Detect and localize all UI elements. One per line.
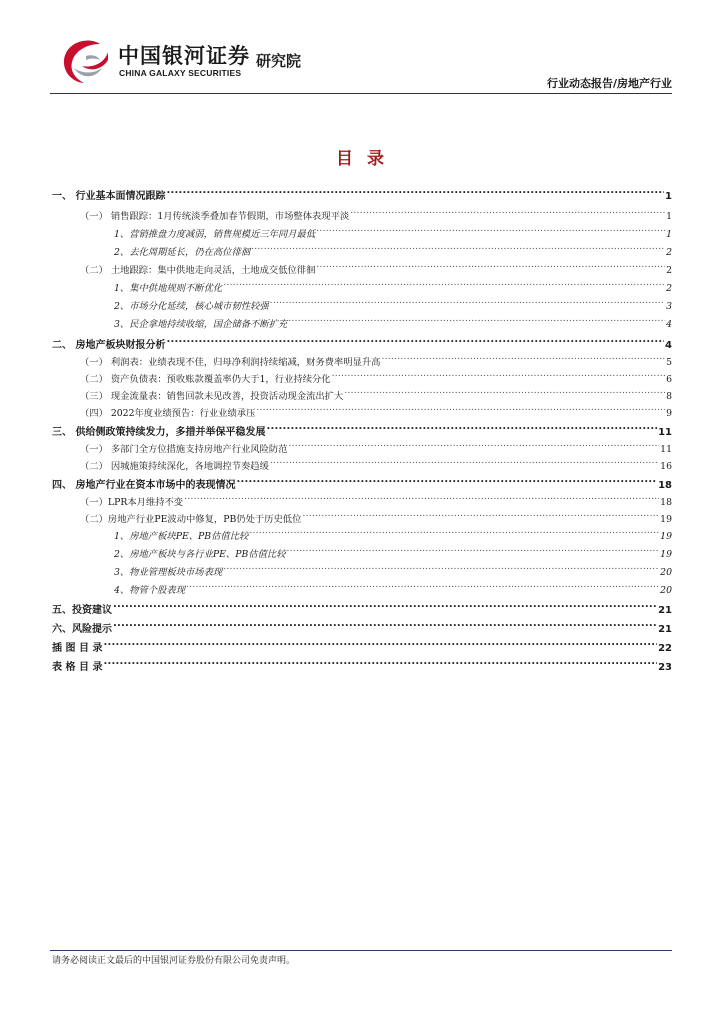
toc-entry-label: （一） 利润表：业绩表现不佳，归母净利润持续缩减，财务费率明显升高 xyxy=(80,357,381,368)
report-type-label: 行业动态报告/房地产行业 xyxy=(546,77,672,90)
toc-entry-page: 19 xyxy=(660,549,672,560)
toc-leader-dots xyxy=(166,183,664,199)
toc-entry-page: 3 xyxy=(666,301,672,312)
toc-entry-label: 插 图 目 录 xyxy=(52,643,103,654)
footer-disclaimer: 请务必阅读正文最后的中国银河证券股份有限公司免责声明。 xyxy=(52,956,296,966)
toc-leader-dots xyxy=(103,635,657,651)
toc-entry-label: （三） 现金流量表：销售回款未见改善，投资活动现金流出扩大 xyxy=(80,391,344,402)
toc-entry-label: （一）LPR本月维持不变 xyxy=(80,497,184,508)
toc-entry[interactable] xyxy=(114,221,672,240)
toc-entry-label: （二） 因城施策持续深化，各地调控节奏趋缓 xyxy=(80,461,269,472)
toc-entry-page: 2 xyxy=(666,265,672,276)
toc-entry-page: 18 xyxy=(660,497,672,508)
toc-leader-dots xyxy=(266,419,657,435)
toc-entry-page: 16 xyxy=(660,461,672,472)
toc-entry[interactable] xyxy=(80,257,672,276)
toc-entry-page: 20 xyxy=(660,585,672,596)
toc-entry-page: 18 xyxy=(658,480,672,491)
toc-leader-dots xyxy=(270,453,659,469)
toc-entry-label: （一） 销售跟踪：1月传统淡季叠加春节假期，市场整体表现平淡 xyxy=(80,211,350,222)
footer-divider xyxy=(50,950,672,951)
toc-entry[interactable] xyxy=(114,559,672,578)
toc-entry-label: 五、投资建议 xyxy=(52,605,112,616)
toc-leader-dots xyxy=(166,332,664,348)
toc-entry[interactable] xyxy=(52,616,672,635)
toc-leader-dots xyxy=(350,203,665,219)
toc-entry[interactable] xyxy=(80,453,672,472)
toc-entry-label: 2、去化周期延长，仍在高位徘徊 xyxy=(114,247,251,258)
galaxy-logo-icon xyxy=(60,38,112,84)
toc-leader-dots xyxy=(236,472,657,488)
toc-entry-page: 19 xyxy=(660,514,672,525)
toc-entry-page: 2 xyxy=(666,247,672,258)
toc-leader-dots xyxy=(332,366,665,382)
toc-entry[interactable] xyxy=(80,489,672,508)
toc-entry-page: 11 xyxy=(658,427,672,438)
toc-leader-dots xyxy=(316,221,665,237)
toc-leader-dots xyxy=(184,489,659,505)
toc-entry[interactable] xyxy=(52,597,672,616)
toc-entry-page: 19 xyxy=(660,531,672,542)
toc-entry-label: 二、 房地产板块财报分析 xyxy=(52,340,166,351)
toc-leader-dots xyxy=(316,257,665,273)
toc-entry[interactable] xyxy=(52,472,672,491)
toc-entry-label: 表 格 目 录 xyxy=(52,662,103,673)
toc-entry-page: 11 xyxy=(660,444,672,455)
toc-entry-label: 4、物管个股表现 xyxy=(114,585,185,596)
toc-leader-dots xyxy=(256,400,665,416)
toc-entry-label: 1、房地产板块PE、PB估值比较 xyxy=(114,531,249,542)
toc-leader-dots xyxy=(113,616,657,632)
toc-entry[interactable] xyxy=(114,239,672,258)
toc-entry-label: 3、物业管理板块市场表现 xyxy=(114,567,223,578)
toc-entry-page: 6 xyxy=(666,374,672,385)
toc-entry-label: 六、风险提示 xyxy=(52,624,112,635)
toc-entry-page: 9 xyxy=(666,408,672,419)
toc-entry-label: （四） 2022年度业绩预告：行业业绩承压 xyxy=(80,408,256,419)
toc-entry-label: （二） 土地跟踪：集中供地走向灵活，土地成交低位徘徊 xyxy=(80,265,316,276)
toc-entry[interactable] xyxy=(52,332,672,351)
header-divider xyxy=(50,93,672,94)
toc-leader-dots xyxy=(344,383,665,399)
toc-leader-dots xyxy=(381,349,665,365)
toc-leader-dots xyxy=(223,559,659,575)
toc-entry-label: 2、市场分化延续，核心城市韧性较强 xyxy=(114,301,269,312)
toc-entry-label: 1、营销推盘力度减弱，销售规模近三年同月最低 xyxy=(114,229,316,240)
toc-entry[interactable] xyxy=(80,400,672,419)
toc-leader-dots xyxy=(287,541,660,557)
toc-entry-page: 22 xyxy=(658,643,672,654)
toc-entry[interactable] xyxy=(114,293,672,312)
toc-entry-label: 1、集中供地规则不断优化 xyxy=(114,283,223,294)
toc-leader-dots xyxy=(103,654,657,670)
brand-name-cn: 中国银河证券 xyxy=(118,44,250,68)
toc-entry[interactable] xyxy=(80,383,672,402)
toc-entry[interactable] xyxy=(114,523,672,542)
toc-leader-dots xyxy=(288,311,665,327)
toc-entry-label: 四、 房地产行业在资本市场中的表现情况 xyxy=(52,480,236,491)
brand-name-en: CHINA GALAXY SECURITIES xyxy=(119,68,242,78)
toc-entry[interactable] xyxy=(114,311,672,330)
page-header xyxy=(0,0,724,100)
toc-entry-label: 一、 行业基本面情况跟踪 xyxy=(52,191,166,202)
toc-entry-page: 8 xyxy=(666,391,672,402)
toc-entry[interactable] xyxy=(114,275,672,294)
toc-leader-dots xyxy=(223,275,665,291)
toc-entry-page: 20 xyxy=(660,567,672,578)
toc-entry-page: 21 xyxy=(658,624,672,635)
toc-entry[interactable] xyxy=(52,183,672,202)
toc-entry-label: 2、房地产板块与各行业PE、PB估值比较 xyxy=(114,549,286,560)
toc-leader-dots xyxy=(186,577,659,593)
toc-entry[interactable] xyxy=(114,577,672,596)
toc-entry-label: （二）房地产行业PE波动中修复，PB仍处于历史低位 xyxy=(80,514,302,525)
toc-entry-page: 1 xyxy=(666,229,672,240)
toc-entry[interactable] xyxy=(80,366,672,385)
toc-entry[interactable] xyxy=(80,506,672,525)
toc-entry-page: 1 xyxy=(666,211,672,222)
toc-entry-page: 4 xyxy=(665,340,672,351)
toc-entry[interactable] xyxy=(80,349,672,368)
toc-title: 目 录 xyxy=(336,149,388,169)
toc-leader-dots xyxy=(302,506,659,522)
toc-entry-label: 三、 供给侧政策持续发力，多措并举保平稳发展 xyxy=(52,427,266,438)
toc-leader-dots xyxy=(251,239,665,255)
toc-entry[interactable] xyxy=(52,654,672,673)
toc-entry-page: 1 xyxy=(665,191,672,202)
toc-entry-label: （二） 资产负债表：预收账款覆盖率仍大于1，行业持续分化 xyxy=(80,374,331,385)
brand-subtitle: 研究院 xyxy=(256,52,302,70)
toc-leader-dots xyxy=(113,597,657,613)
toc-entry-page: 23 xyxy=(658,662,672,673)
toc-entry[interactable] xyxy=(52,635,672,654)
toc-entry-page: 2 xyxy=(666,283,672,294)
toc-entry-label: 3、民企拿地持续收缩，国企储备不断扩充 xyxy=(114,319,288,330)
toc-entry[interactable] xyxy=(80,203,672,222)
toc-entry[interactable] xyxy=(114,541,672,560)
toc-leader-dots xyxy=(289,436,660,452)
toc-entry-label: （一） 多部门全方位措施支持房地产行业风险防范 xyxy=(80,444,288,455)
toc-entry-page: 21 xyxy=(658,605,672,616)
toc-entry[interactable] xyxy=(80,436,672,455)
toc-entry-page: 4 xyxy=(666,319,672,330)
toc-entry[interactable] xyxy=(52,419,672,438)
toc-entry-page: 5 xyxy=(666,357,672,368)
toc-leader-dots xyxy=(249,523,659,539)
toc-leader-dots xyxy=(270,293,665,309)
